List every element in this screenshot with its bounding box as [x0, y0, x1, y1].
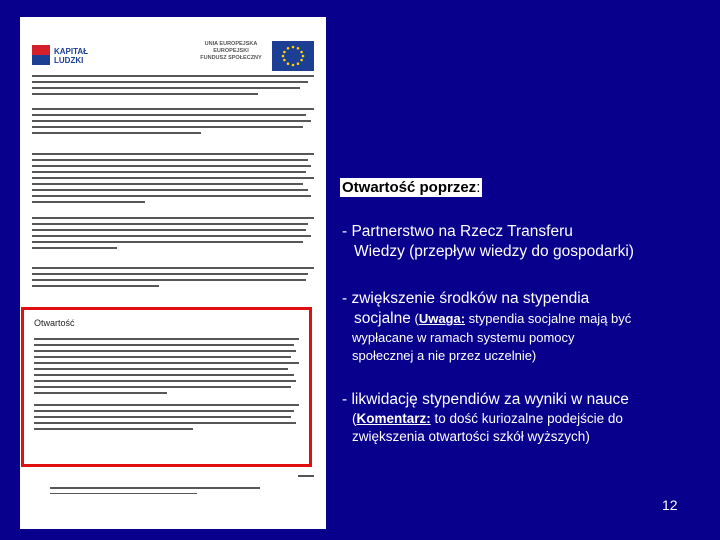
bullet-partnerstwo-line1: - Partnerstwo na Rzecz Transferu — [342, 223, 573, 240]
otwartosc-highlight-box — [21, 307, 312, 467]
highlight-box-text — [34, 338, 299, 434]
slide-heading-text: Otwartość poprzez — [342, 179, 477, 196]
slide-page-number: 12 — [662, 497, 678, 513]
bullet-stypendia-line2 — [342, 309, 631, 329]
komentarz-label: Komentarz: — [356, 411, 431, 426]
bullet-likwidacja-comment-rest: to dość kuriozalne podejście do — [430, 411, 623, 426]
doc-paragraph-4 — [32, 217, 314, 253]
eu-flag-icon — [272, 41, 314, 71]
otwartosc-box-label: Otwartość — [34, 318, 75, 328]
uwaga-label: Uwaga: — [418, 311, 466, 326]
doc-footer — [50, 487, 260, 498]
kapital-ludzki-flag-icon — [32, 45, 50, 65]
kapital-ludzki-logo — [32, 43, 112, 69]
kapital-ludzki-text: KAPITAŁ LUDZKI — [54, 47, 89, 65]
logo-bar — [32, 37, 314, 77]
eu-logo-line2: EUROPEJSKI — [213, 48, 249, 54]
doc-paragraph-3 — [32, 153, 314, 207]
bullet-stypendia-note-rest: stypendia socjalne mają być — [465, 311, 632, 326]
bullet-stypendia-line1: - zwiększenie środków na stypendia — [342, 290, 590, 307]
eu-logo-line3: FUNDUSZ SPOŁECZNY — [200, 55, 262, 61]
eu-logo — [194, 39, 314, 73]
bullet-likwidacja-comment-open: ( — [352, 411, 357, 426]
bullet-partnerstwo-line2: Wiedzy (przepływ wiedzy do gospodarki) — [354, 243, 634, 260]
slide-heading — [340, 178, 482, 197]
doc-paragraph-2 — [32, 108, 314, 138]
bullet-likwidacja-line1: - likwidację stypendiów za wyniki w nauce — [342, 391, 629, 408]
eu-logo-line1: UNIA EUROPEJSKA — [204, 41, 258, 47]
doc-paragraph-1 — [32, 75, 314, 99]
doc-page-number — [298, 475, 314, 477]
bullet-stypendia-line4: społecznej a nie przez uczelnie) — [352, 348, 537, 363]
doc-paragraph-5 — [32, 267, 314, 291]
bullet-stypendia-note-open: ( — [410, 311, 419, 326]
bullet-stypendia-note — [411, 311, 631, 326]
bullet-likwidacja — [342, 390, 629, 446]
bullet-stypendia — [342, 289, 631, 365]
bullet-partnerstwo — [342, 222, 634, 262]
slide-heading-colon: : — [476, 179, 481, 196]
bullet-likwidacja-line3: zwiększenia otwartości szkół wyższych) — [352, 429, 590, 444]
bullet-likwidacja-comment — [342, 410, 629, 428]
eu-logo-text — [194, 41, 268, 62]
bullet-stypendia-socjalne: socjalne — [354, 310, 411, 327]
bullet-stypendia-line3: wypłacane w ramach systemu pomocy — [352, 330, 575, 345]
